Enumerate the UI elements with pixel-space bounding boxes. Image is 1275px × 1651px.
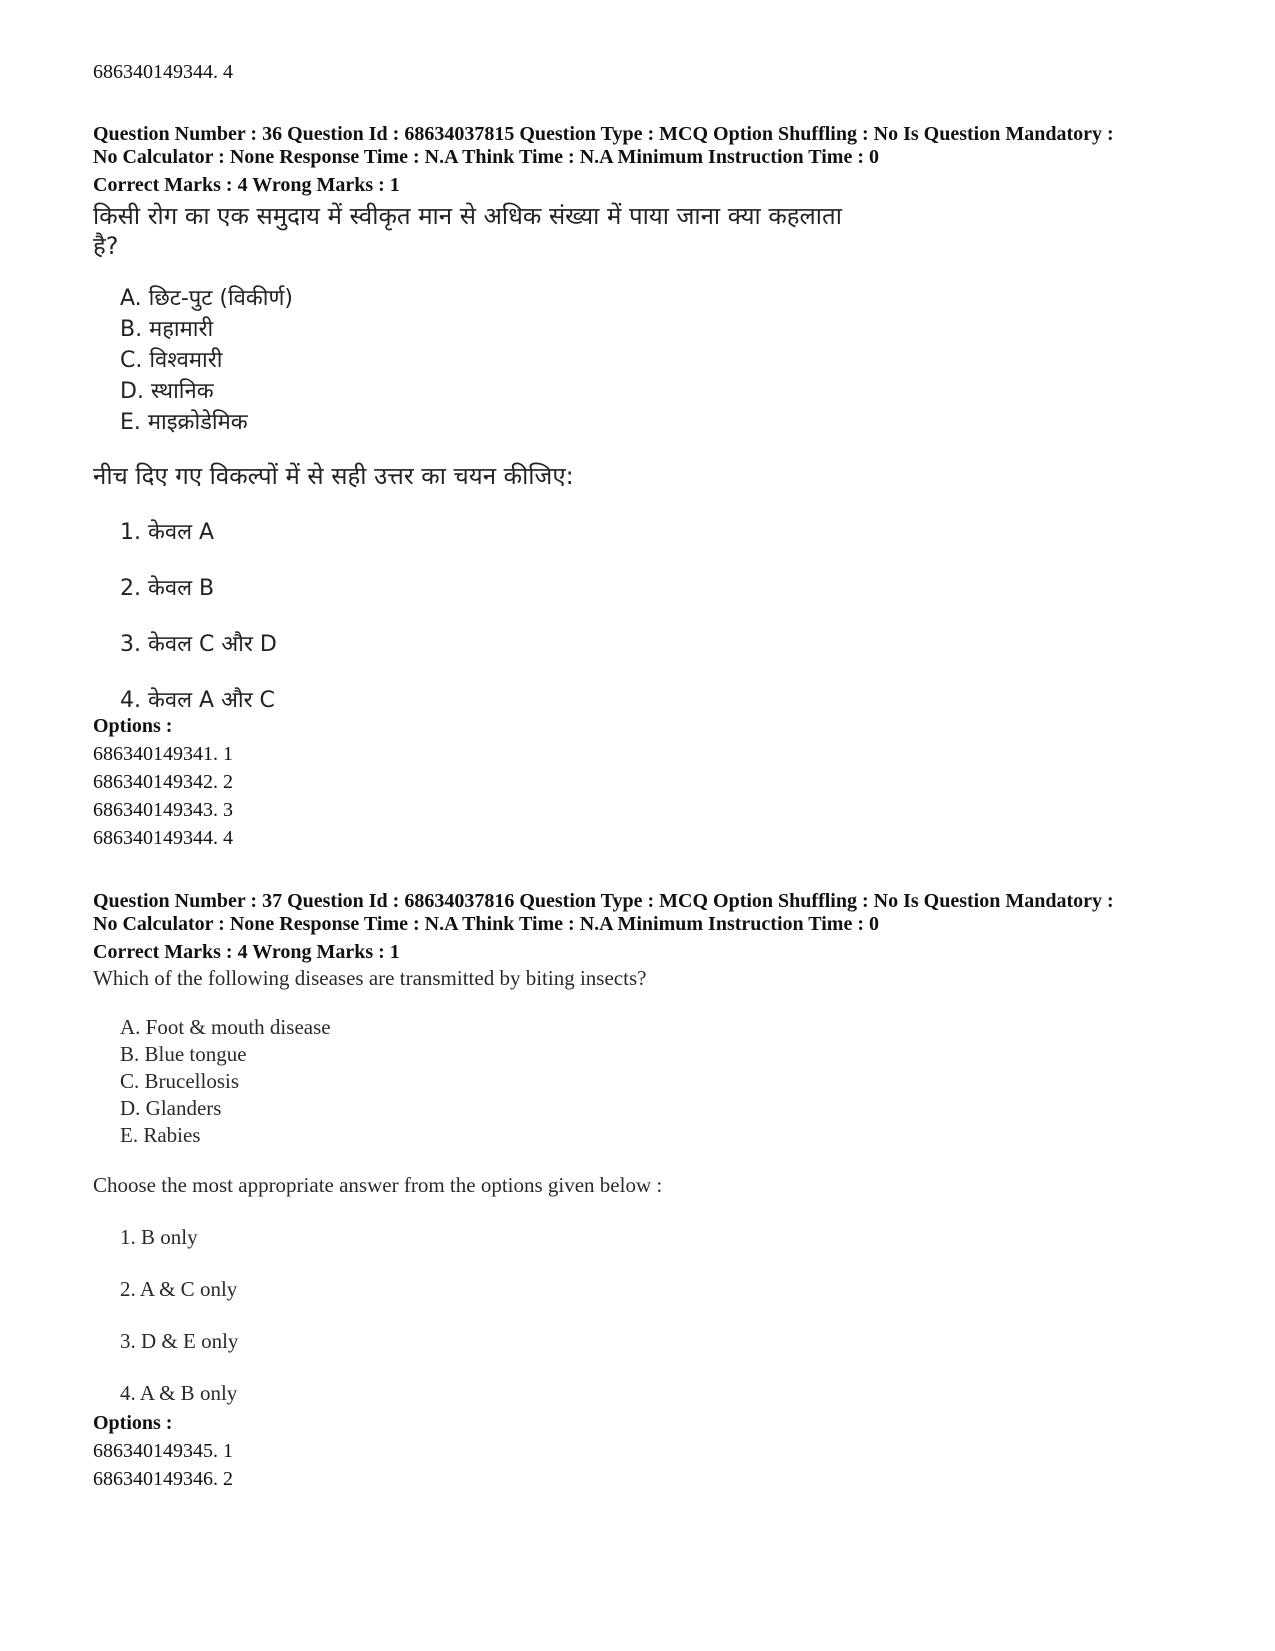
q37-options-label: Options : [93,1412,173,1434]
q37-statement-d: D. Glanders [120,1096,222,1120]
q36-choice-4: 4. केवल A और C [120,688,275,713]
q36-choice-3: 3. केवल C और D [120,632,277,657]
q37-question: Which of the following diseases are transmitted by biting insects? [93,966,647,990]
q37-option-2: 686340149346. 2 [93,1468,233,1490]
q37-choice-2: 2. A & C only [120,1277,238,1301]
q36-header-line2: No Calculator : None Response Time : N.A Think Time : N.A Minimum Instruction Time : 0 [93,146,879,168]
q36-instruction: नीच दिए गए विकल्पों में से सही उत्तर का चयन कीजिए: [93,462,574,490]
q36-option-2: 686340149342. 2 [93,771,233,793]
q37-choice-3: 3. D & E only [120,1329,239,1353]
q36-statement-d: D. स्थानिक [120,379,214,404]
q36-question-line1: किसी रोग का एक समुदाय में स्वीकृत मान से अधिक संख्या में पाया जाना क्या कहलाता [93,202,842,230]
q36-option-1: 686340149341. 1 [93,743,233,765]
q37-statement-b: B. Blue tongue [120,1042,247,1066]
q36-option-4: 686340149344. 4 [93,827,233,849]
prev-option-line: 686340149344. 4 [93,61,233,83]
q37-option-1: 686340149345. 1 [93,1440,233,1462]
q36-statement-a: A. छिट-पुट (विकीर्ण) [120,286,293,311]
q37-statement-e: E. Rabies [120,1123,201,1147]
q37-choice-1: 1. B only [120,1225,198,1249]
q36-question-line2: है? [93,232,119,260]
q36-marks: Correct Marks : 4 Wrong Marks : 1 [93,174,400,196]
q36-options-label: Options : [93,715,173,737]
q36-choice-1: 1. केवल A [120,520,215,545]
q37-marks: Correct Marks : 4 Wrong Marks : 1 [93,941,400,963]
q36-statement-c: C. विश्वमारी [120,348,223,373]
q36-statement-e: E. माइक्रोडेमिक [120,410,248,435]
q37-choice-4: 4. A & B only [120,1381,238,1405]
q36-choice-2: 2. केवल B [120,576,215,601]
q37-header-line1: Question Number : 37 Question Id : 68634037816 Question Type : MCQ Option Shuffling : No Is Question Mandatory : [93,890,1114,912]
q37-statement-c: C. Brucellosis [120,1069,239,1093]
q37-header-line2: No Calculator : None Response Time : N.A Think Time : N.A Minimum Instruction Time : 0 [93,913,879,935]
q37-instruction: Choose the most appropriate answer from the options given below : [93,1173,663,1197]
q36-statement-b: B. महामारी [120,317,214,342]
q36-option-3: 686340149343. 3 [93,799,233,821]
q37-statement-a: A. Foot & mouth disease [120,1015,331,1039]
q36-header-line1: Question Number : 36 Question Id : 68634037815 Question Type : MCQ Option Shuffling : No Is Question Mandatory : [93,123,1114,145]
